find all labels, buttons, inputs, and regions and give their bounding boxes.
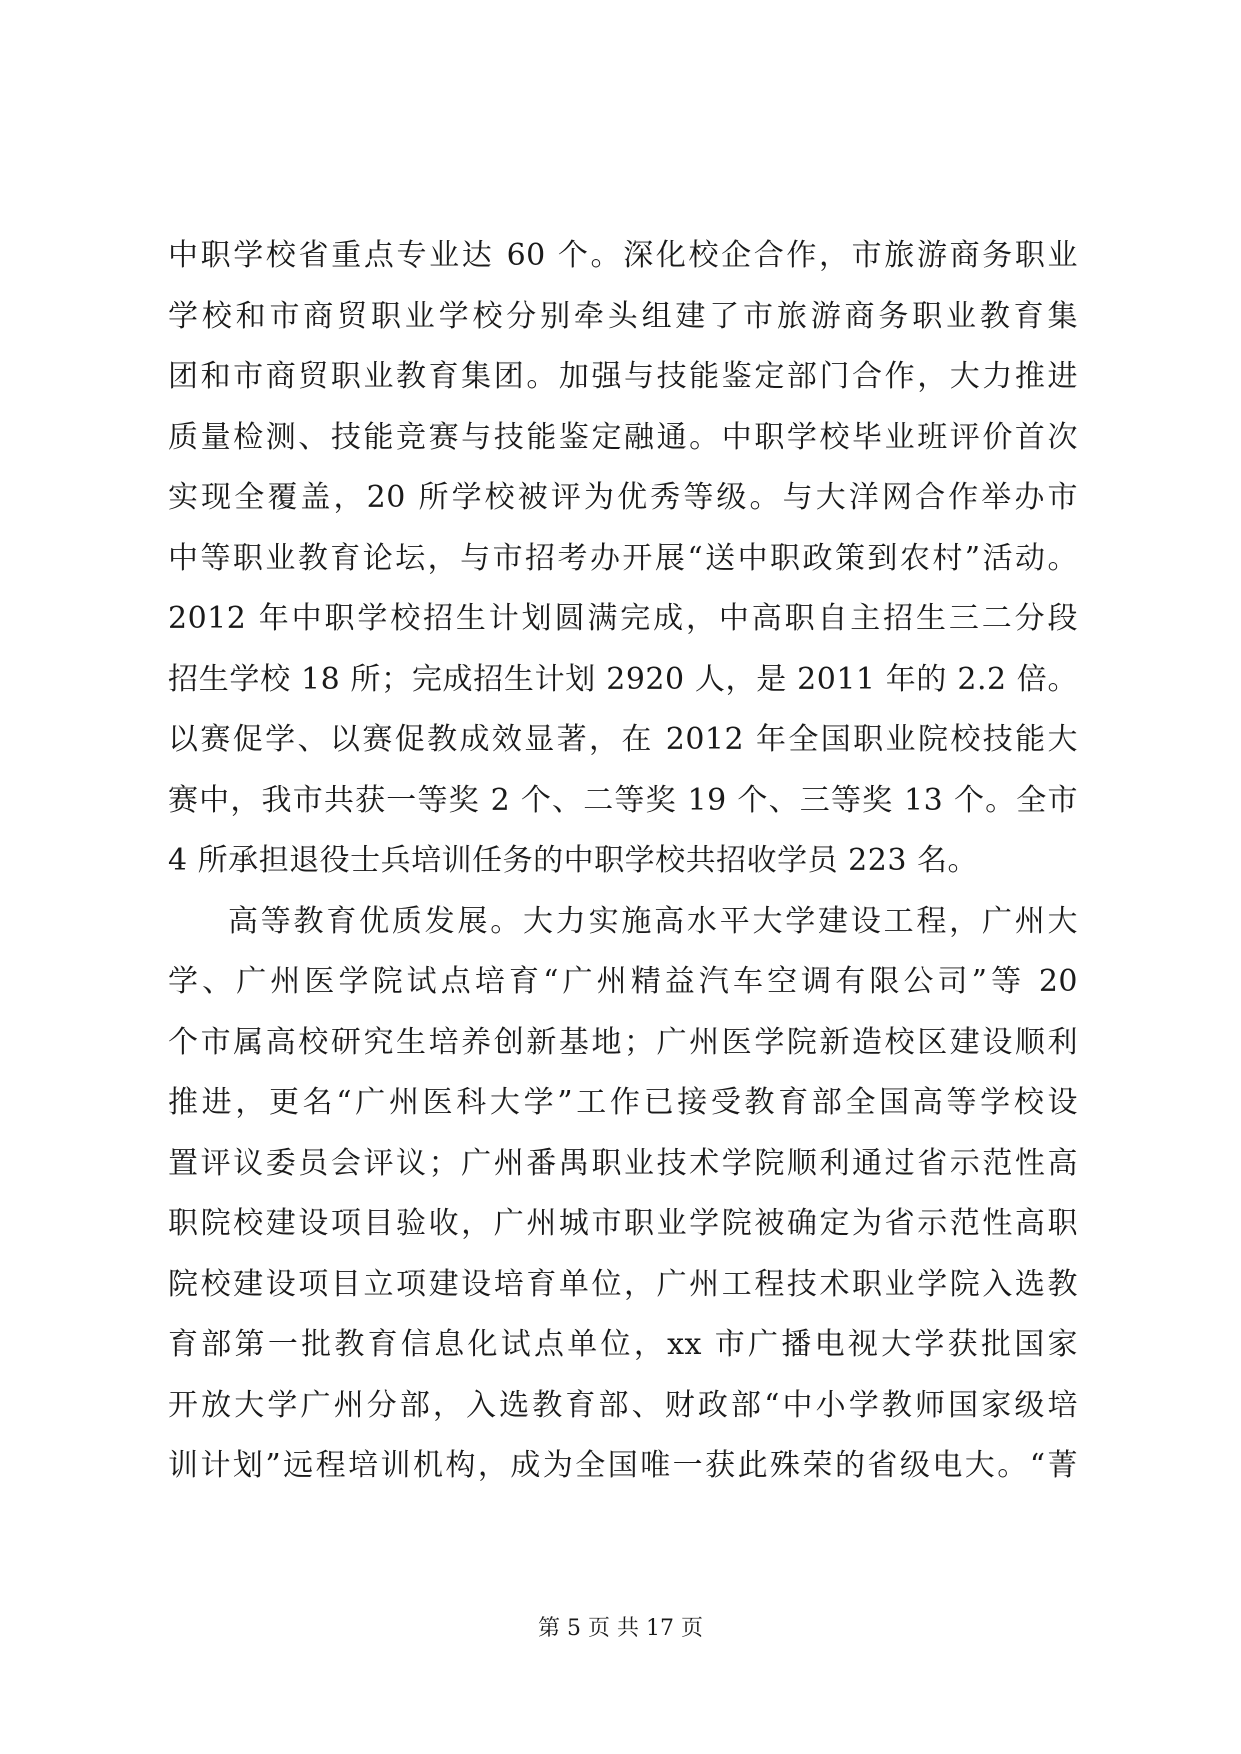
text-line: 学校和市商贸职业学校分别牵头组建了市旅游商务职业教育集 [168, 298, 1078, 334]
paragraph-higher-education [168, 892, 1078, 1497]
text-line: 团和市商贸职业教育集团。加强与技能鉴定部门合作，大力推进 [168, 359, 1078, 394]
text-line: 院校建设项目立项建设培育单位，广州工程技术职业学院入选教 [168, 1266, 1078, 1302]
text-line: 4 所承担退役士兵培训任务的中职学校共招收学员 223 名。 [168, 843, 978, 878]
text-line: 训计划”远程培训机构，成为全国唯一获此殊荣的省级电大。“菁 [168, 1448, 1078, 1483]
text-line: 置评议委员会评议；广州番禺职业技术学院顺利通过省示范性高 [168, 1145, 1078, 1181]
text-line: 个市属高校研究生培养创新基地；广州医学院新造校区建设顺利 [168, 1024, 1078, 1060]
body-text [168, 226, 1078, 1497]
text-line: 职院校建设项目验收，广州城市职业学院被确定为省示范性高职 [168, 1206, 1078, 1241]
text-line: 2012 年中职学校招生计划圆满完成，中高职自主招生三二分段 [168, 601, 1078, 636]
text-line: 赛中，我市共获一等奖 2 个、二等奖 19 个、三等奖 13 个。全市 [168, 782, 1078, 818]
text-line: 以赛促学、以赛促教成效显著，在 2012 年全国职业院校技能大 [168, 722, 1078, 757]
text-line: 质量检测、技能竞赛与技能鉴定融通。中职学校毕业班评价首次 [168, 419, 1078, 455]
text-line: 实现全覆盖，20 所学校被评为优秀等级。与大洋网合作举办市 [168, 480, 1078, 515]
text-line: 育部第一批教育信息化试点单位，xx 市广播电视大学获批国家 [168, 1327, 1078, 1362]
page-number-footer: 第 5 页 共 17 页 [538, 1616, 703, 1641]
text-line: 开放大学广州分部，入选教育部、财政部“中小学教师国家级培 [168, 1387, 1078, 1423]
text-line: 中职学校省重点专业达 60 个。深化校企合作，市旅游商务职业 [168, 238, 1078, 273]
text-line: 高等教育优质发展。大力实施高水平大学建设工程，广州大 [228, 903, 1078, 939]
text-line: 中等职业教育论坛，与市招考办开展“送中职政策到农村”活动。 [168, 540, 1078, 576]
text-line: 推进，更名“广州医科大学”工作已接受教育部全国高等学校设 [168, 1085, 1078, 1120]
paragraph-vocational-education [168, 226, 1078, 892]
text-line: 招生学校 18 所；完成招生计划 2920 人，是 2011 年的 2.2 倍。 [168, 661, 1078, 697]
text-line: 学、广州医学院试点培育“广州精益汽车空调有限公司”等 20 [168, 964, 1078, 999]
